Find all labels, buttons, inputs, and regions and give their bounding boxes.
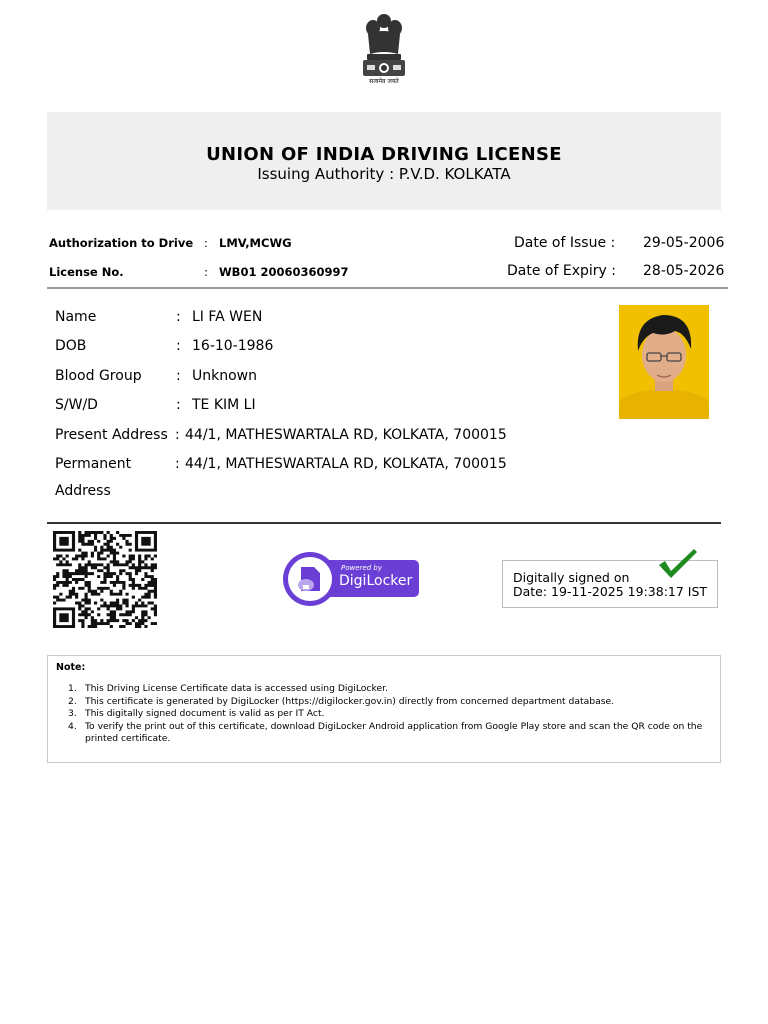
digilocker-brand: DigiLocker: [339, 573, 413, 589]
digilocker-logo: [282, 551, 420, 607]
swd-label: S/W/D: [55, 397, 98, 413]
license-header: [47, 112, 721, 210]
divider: [47, 287, 728, 289]
expiry-date-value: 28-05-2026: [643, 263, 725, 279]
colon: :: [204, 236, 208, 250]
authorization-value: LMV,MCWG: [219, 236, 292, 250]
holder-dob: 16-10-1986: [192, 338, 274, 354]
permanent-address-label: Permanent: [55, 456, 132, 472]
license-number-label: License No.: [49, 265, 124, 279]
colon: :: [176, 368, 181, 384]
note-list: [68, 683, 713, 746]
note-item: 3. This digitally signed document is valid as per IT Act.: [68, 708, 325, 719]
present-address-label: Present Address: [55, 427, 168, 443]
signature-date: Date: 19-11-2025 19:38:17 IST: [513, 584, 708, 599]
colon: :: [176, 309, 181, 325]
qr-code: [53, 531, 157, 628]
checkmark-icon: [656, 546, 698, 580]
expiry-date-label: Date of Expiry :: [507, 263, 616, 279]
issue-date-label: Date of Issue :: [514, 235, 616, 251]
authorization-label: Authorization to Drive: [49, 236, 194, 250]
holder-name: LI FA WEN: [192, 309, 263, 325]
colon: :: [175, 456, 180, 472]
holder-photo: [619, 305, 709, 419]
note-section: [47, 655, 721, 763]
name-label: Name: [55, 309, 97, 325]
powered-by-label: Powered by: [341, 564, 382, 572]
permanent-address-value: 44/1, MATHESWARTALA RD, KOLKATA, 700015: [185, 456, 507, 472]
issuing-authority: Issuing Authority : P.V.D. KOLKATA: [257, 165, 511, 183]
holder-blood-group: Unknown: [192, 368, 257, 384]
permanent-address-label-cont: Address: [55, 483, 111, 499]
colon: :: [175, 427, 180, 443]
note-title: Note:: [56, 662, 86, 673]
colon: :: [204, 265, 208, 279]
note-item: 4. To verify the print out of this certificate, download DigiLocker Android application from Google Play store and scan the QR code on the printed certificate.: [68, 720, 703, 744]
national-emblem: [358, 8, 410, 88]
signature-text: Digitally signed on: [513, 570, 630, 585]
holder-swd: TE KIM LI: [192, 397, 256, 413]
issue-date-value: 29-05-2006: [643, 235, 725, 251]
emblem-motto: सत्यमेव जयते: [369, 78, 399, 85]
license-number-value: WB01 20060360997: [219, 265, 349, 279]
document-title: UNION OF INDIA DRIVING LICENSE: [206, 144, 562, 165]
blood-group-label: Blood Group: [55, 368, 142, 384]
section-divider: [47, 522, 721, 524]
present-address-value: 44/1, MATHESWARTALA RD, KOLKATA, 700015: [185, 427, 507, 443]
colon: :: [176, 338, 181, 354]
note-item: 1. This Driving License Certificate data is accessed using DigiLocker.: [68, 683, 388, 694]
dob-label: DOB: [55, 338, 87, 354]
colon: :: [176, 397, 181, 413]
note-item: 2. This certificate is generated by DigiLocker (https://digilocker.gov.in) directly from concerned department database.: [68, 695, 615, 707]
